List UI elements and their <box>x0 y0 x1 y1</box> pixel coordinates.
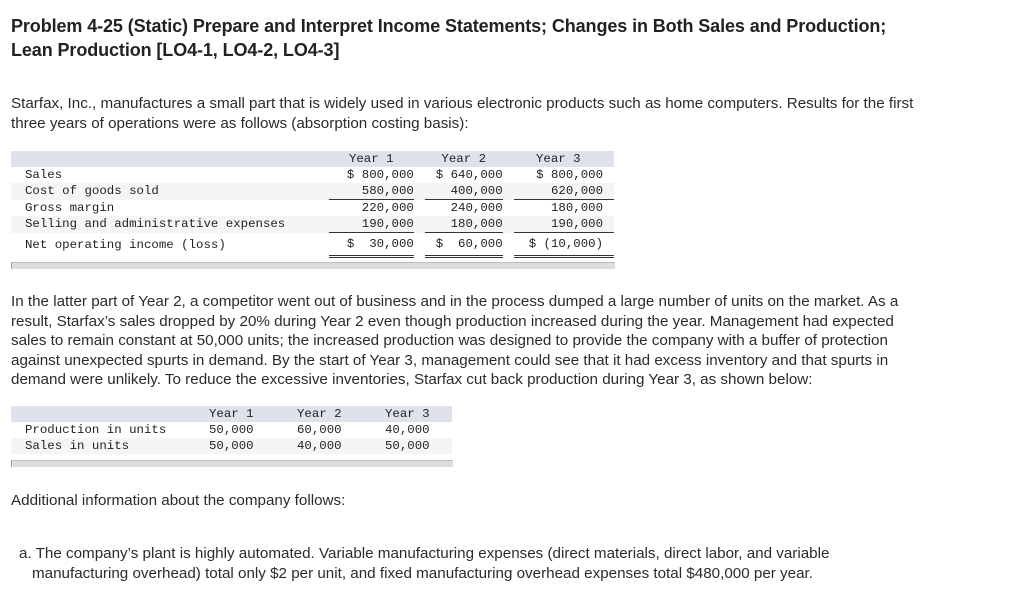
problem-title-line-2: Lean Production [LO4-1, LO4-2, LO4-3] <box>11 40 340 60</box>
middle-line-2: result, Starfax’s sales dropped by 20% during Year 2 even though production increased during the year. Management had expected <box>11 312 894 330</box>
cell-year-2: 40,000 <box>297 438 385 454</box>
cell-year-2: 60,000 <box>297 423 342 437</box>
units-table <box>11 406 452 454</box>
cell-year-3: 50,000 <box>385 438 452 454</box>
intro-line-1: Starfax, Inc., manufactures a small part that is widely used in various electronic products such as home computers. Results for the first <box>11 95 914 112</box>
row-label: Cost of goods sold <box>11 183 329 200</box>
table-row-gross-margin <box>11 200 614 217</box>
header-year-3: Year 3 <box>385 406 452 422</box>
cell-year-2: $ 640,000 <box>435 168 503 182</box>
table-horizontal-scrollbar[interactable] <box>11 262 615 269</box>
cell-year-1: 220,000 <box>361 201 414 215</box>
header-year-1: Year 1 <box>209 406 297 422</box>
additional-heading: Additional information about the company follows: <box>11 492 346 509</box>
header-year-2: Year 2 <box>425 151 503 167</box>
table-row-sales-units <box>11 438 452 454</box>
row-label: Production in units <box>25 423 167 437</box>
cell-year-3: $ 800,000 <box>536 168 604 182</box>
units-table-horizontal-scrollbar[interactable] <box>11 460 453 467</box>
cell-year-3: 190,000 <box>514 216 603 233</box>
row-label: Selling and administrative expenses <box>11 216 329 233</box>
intro-line-2: three years of operations were as follows (absorption costing basis): <box>11 114 469 132</box>
middle-line-1: In the latter part of Year 2, a competitor went out of business and in the process dumped a large number of units on the market. As a <box>11 293 899 310</box>
table-row-cogs <box>11 183 614 200</box>
cell-year-2: 180,000 <box>425 216 503 233</box>
cell-year-1: 50,000 <box>209 438 297 454</box>
middle-line-5: demand were unlikely. To reduce the excessive inventories, Starfax cut back production during Year 3, as shown below: <box>11 371 813 388</box>
header-year-3: Year 3 <box>514 151 603 167</box>
cell-year-3: $ (10,000) <box>514 233 603 257</box>
cell-year-3: 40,000 <box>385 423 430 437</box>
row-label: Net operating income (loss) <box>25 237 226 252</box>
problem-title-line-1: Problem 4-25 (Static) Prepare and Interpret Income Statements; Changes in Both Sales and Production; <box>11 16 887 36</box>
item-a-line-2: manufacturing overhead) total only $2 per unit, and fixed manufacturing overhead expenses total $480,000 per year. <box>32 564 813 582</box>
middle-line-4: against unexpected spurts in demand. By the start of Year 3, management could see that it had excess inventory and that spurts in <box>11 351 889 369</box>
middle-paragraph <box>11 292 1001 390</box>
table-header-row <box>11 151 614 167</box>
header-year-1: Year 1 <box>329 151 414 167</box>
item-a-line-1: a. The company’s plant is highly automated. Variable manufacturing expenses (direct materials, direct labor, and variable <box>19 545 830 562</box>
table-header-row <box>11 406 452 422</box>
intro-paragraph <box>11 94 1001 133</box>
cell-year-3: 620,000 <box>514 183 603 200</box>
cell-year-2: 240,000 <box>450 201 503 215</box>
table-row-net-operating-income <box>11 233 614 257</box>
row-label: Sales in units <box>11 438 209 454</box>
table-row-selling-admin <box>11 216 614 233</box>
table-row-production-units <box>11 422 452 438</box>
table-row-sales <box>11 167 614 183</box>
row-label: Sales <box>25 168 63 182</box>
problem-title <box>11 14 1011 62</box>
cell-year-1: 580,000 <box>329 183 414 200</box>
header-year-2: Year 2 <box>297 406 385 422</box>
cell-year-1: 50,000 <box>209 423 254 437</box>
cell-year-1: 190,000 <box>329 216 414 233</box>
middle-line-3: sales to remain constant at 50,000 units; the increased production was designed to provide the company with a buffer of protection <box>11 332 888 349</box>
cell-year-1: $ 800,000 <box>346 168 414 182</box>
cell-year-3: 180,000 <box>550 201 604 215</box>
cell-year-1: $ 30,000 <box>329 233 414 257</box>
income-statement-table <box>11 151 614 258</box>
cell-year-2: 400,000 <box>425 183 503 200</box>
additional-item-a <box>19 544 1009 583</box>
cell-year-2: $ 60,000 <box>425 233 503 257</box>
row-label: Gross margin <box>25 200 115 215</box>
